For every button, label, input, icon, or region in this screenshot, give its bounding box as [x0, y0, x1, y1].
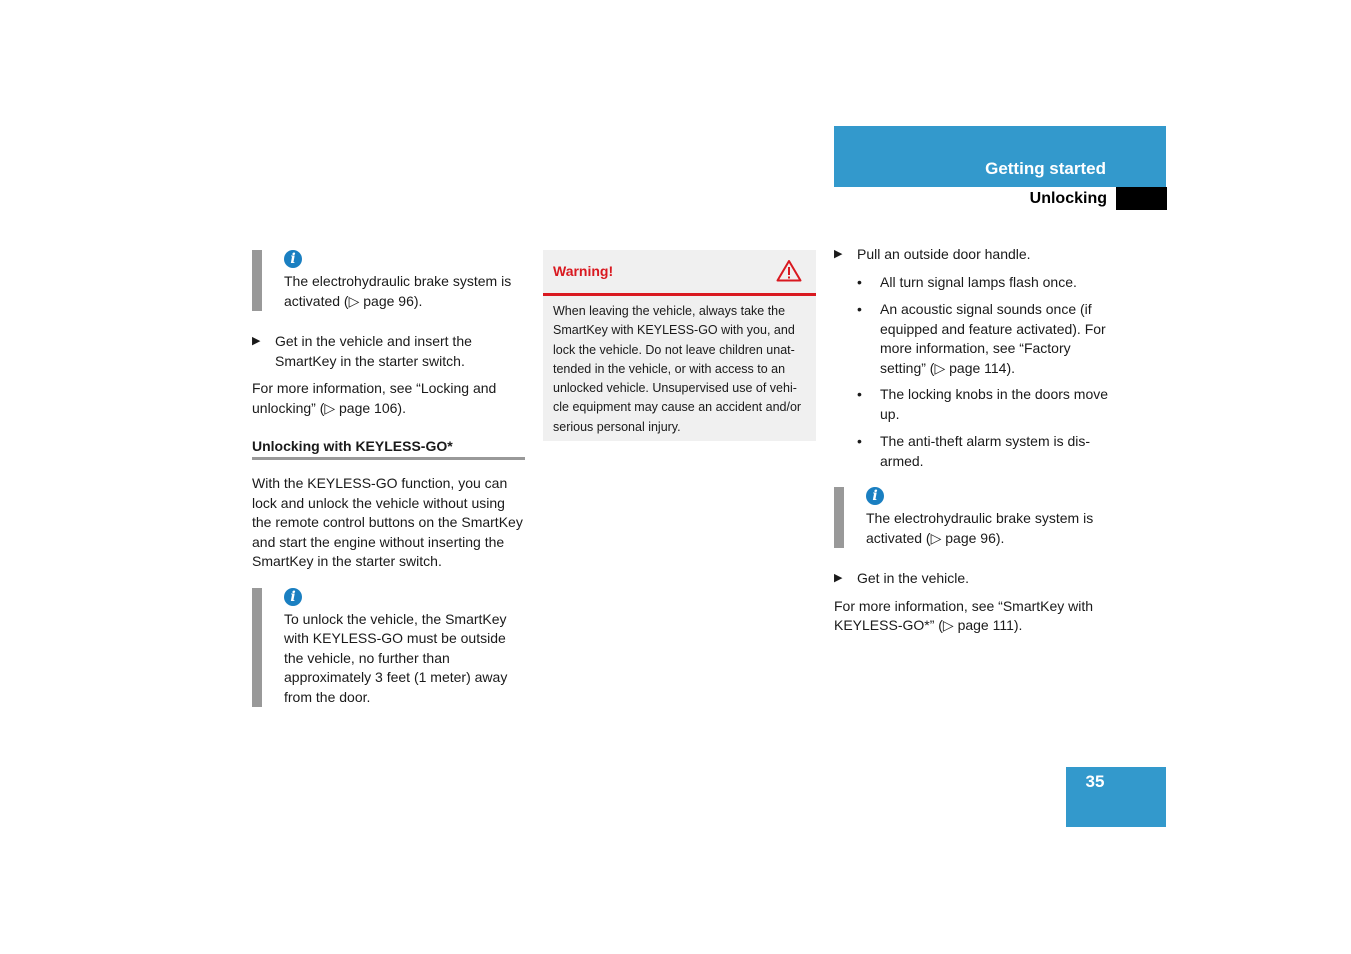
- step-arrow-icon: ▶: [252, 335, 261, 347]
- section-title: Getting started: [985, 159, 1106, 178]
- paragraph: For more information, see “Locking and unlocking” (▷ page 106).: [252, 380, 497, 416]
- section-heading: Unlocking with KEYLESS-GO*: [252, 438, 525, 460]
- paragraph: For more information, see “SmartKey with KEYLESS-GO*” (▷ page 111).: [834, 597, 1094, 633]
- section-header: [834, 126, 1166, 187]
- bullet-text: The locking knobs in the doors move up.: [880, 386, 1109, 422]
- info-note: [252, 250, 525, 311]
- instruction-step: [834, 245, 1108, 265]
- left-column: [252, 250, 525, 707]
- info-icon: i: [284, 250, 302, 268]
- instruction-step: [834, 569, 1108, 589]
- warning-text: When leaving the vehicle, always take the SmartKey with KEYLESS-GO with you, and lock the vehicle. Do not leave children unattended in the vehicle, or with access to an unlocked vehicle. Unsupervised use of vehicle equipment may cause an accident and/or serious personal injury.: [553, 304, 802, 434]
- bullet-dot: •: [857, 273, 862, 290]
- step-arrow-icon: ▶: [834, 248, 843, 260]
- info-text: The electrohydraulic brake system is activated (▷ page 96).: [284, 273, 512, 309]
- instruction-step: [252, 332, 525, 371]
- step-text: Get in the vehicle.: [857, 570, 970, 586]
- bullet-item: [857, 432, 1108, 471]
- paragraph: With the KEYLESS-GO function, you can lock and unlock the vehicle without using the remote control buttons on the SmartKey and start the engine without inserting the SmartKey in the starter switch.: [252, 475, 523, 569]
- bullet-item: [857, 385, 1108, 424]
- bullet-dot: •: [857, 301, 862, 317]
- bullet-item: [857, 300, 1108, 378]
- warning-triangle-icon: [776, 259, 802, 282]
- info-icon: i: [866, 487, 884, 505]
- subsection-title: Unlocking: [1029, 190, 1107, 207]
- info-text: To unlock the vehicle, the SmartKey with KEYLESS-GO must be outside the vehicle, no further than approximately 3 feet (1 meter) away from the door.: [284, 610, 508, 705]
- info-icon: i: [284, 588, 302, 606]
- subsection-marker: [1116, 187, 1167, 210]
- warning-box: [543, 250, 816, 441]
- info-note: [252, 588, 525, 708]
- bullet-text: An acoustic signal sounds once (if equipped and feature activated). For more information, see “Factory setting” (▷ page 114).: [880, 301, 1106, 376]
- bullet-text: All turn signal lamps flash once.: [880, 273, 1077, 290]
- warning-header: [543, 250, 816, 296]
- page-number-box: [1066, 767, 1166, 827]
- step-text: Get in the vehicle and insert the SmartKey in the starter switch.: [275, 333, 472, 369]
- warning-label: Warning!: [553, 263, 614, 279]
- bullet-item: [857, 273, 1108, 293]
- bullet-text: The anti-theft alarm system is disarmed.: [880, 433, 1091, 469]
- step-text: Pull an outside door handle.: [857, 246, 1031, 262]
- right-column: [834, 245, 1108, 636]
- info-note: [834, 487, 1108, 548]
- bullet-dot: •: [857, 386, 862, 402]
- bullet-list: [857, 273, 1108, 472]
- bullet-dot: •: [857, 433, 862, 449]
- page-number: 35: [1085, 772, 1105, 791]
- step-arrow-icon: ▶: [834, 572, 843, 584]
- info-text: The electrohydraulic brake system is activated (▷ page 96).: [866, 510, 1094, 546]
